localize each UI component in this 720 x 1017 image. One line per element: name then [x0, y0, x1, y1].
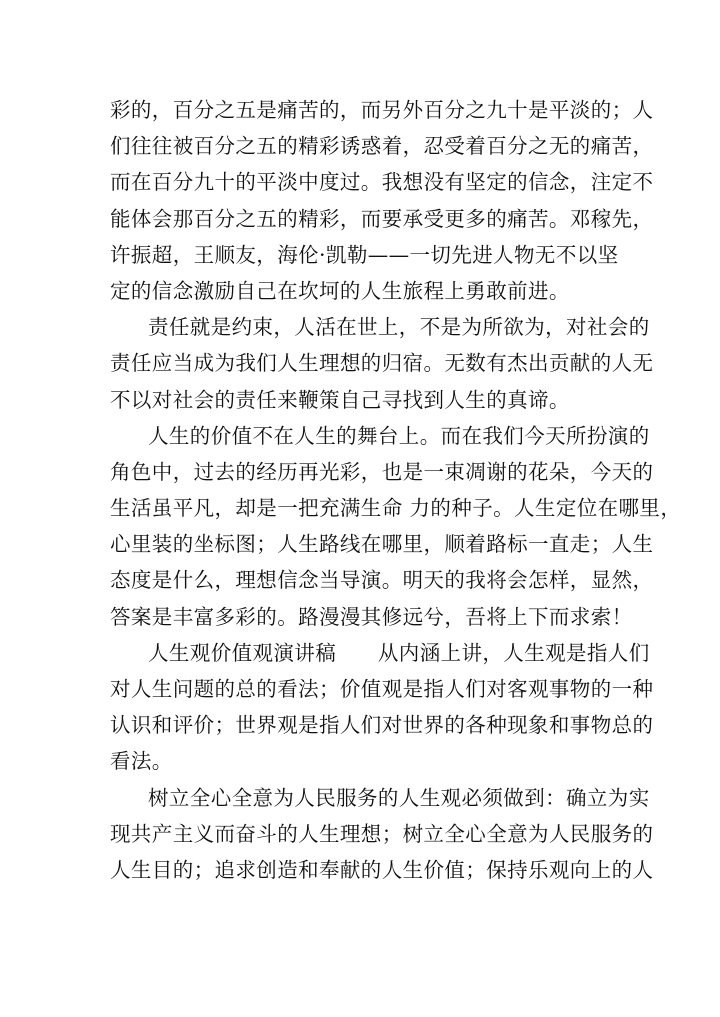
text-line: 树立全心全意为人民服务的人生观必须做到：确立为实: [148, 785, 650, 810]
paragraph-3: [110, 418, 682, 635]
text-line: 心里装的坐标图；人生路线在哪里，顺着路标一直走；人生: [110, 532, 654, 557]
text-line: 彩的，百分之五是痛苦的，而另外百分之九十是平淡的；人: [110, 98, 654, 122]
paragraph-5: [110, 780, 654, 889]
text-line: 们往往被百分之五的精彩诱惑着，忍受着百分之无的痛苦，: [110, 134, 654, 159]
text-line: 人生的价值不在人生的舞台上。而在我们今天所扮演的: [148, 423, 650, 448]
text-line: 认识和评价；世界观是指人们对世界的各种现象和事物总的: [110, 713, 654, 738]
text-line: 而在百分九十的平淡中度过。我想没有坚定的信念，注定不: [110, 170, 654, 195]
text-line: 许振超，王顺友，海伦·凯勒——一切先进人物无不以坚: [110, 242, 619, 267]
text-line: 责任就是约束，人活在世上，不是为所欲为，对社会的: [148, 315, 650, 340]
text-line: 人生观价值观演讲稿 从内涵上讲，人生观是指人们: [148, 640, 650, 665]
paragraph-4: [110, 635, 654, 780]
text-line: 能体会那百分之五的精彩，而要承受更多的痛苦。邓稼先，: [110, 206, 654, 231]
text-line: 定的信念激励自己在坎坷的人生旅程上勇敢前进。: [110, 278, 570, 303]
document-page: [110, 92, 682, 888]
text-line: 生活虽平凡，却是一把充满生命 力的种子。人生定位在哪里，: [110, 496, 682, 521]
text-line: 对人生问题的总的看法；价值观是指人们对客观事物的一种: [110, 677, 654, 701]
text-line: 角色中，过去的经历再光彩，也是一束凋谢的花朵，今天的: [110, 459, 654, 484]
text-line: 答案是丰富多彩的。路漫漫其修远兮，吾将上下而求索！: [110, 604, 633, 629]
text-line: 人生目的；追求创造和奉献的人生价值；保持乐观向上的人: [110, 857, 654, 882]
paragraph-2: [110, 309, 654, 418]
paragraph-1: [110, 92, 654, 309]
text-line: 责任应当成为我们人生理想的归宿。无数有杰出贡献的人无: [110, 351, 654, 376]
text-line: 现共产主义而奋斗的人生理想；树立全心全意为人民服务的: [110, 821, 654, 846]
text-line: 态度是什么，理想信念当导演。明天的我将会怎样，显然，: [110, 568, 654, 593]
text-line: 看法。: [110, 749, 173, 774]
text-line: 不以对社会的责任来鞭策自己寻找到人生的真谛。: [110, 387, 570, 412]
